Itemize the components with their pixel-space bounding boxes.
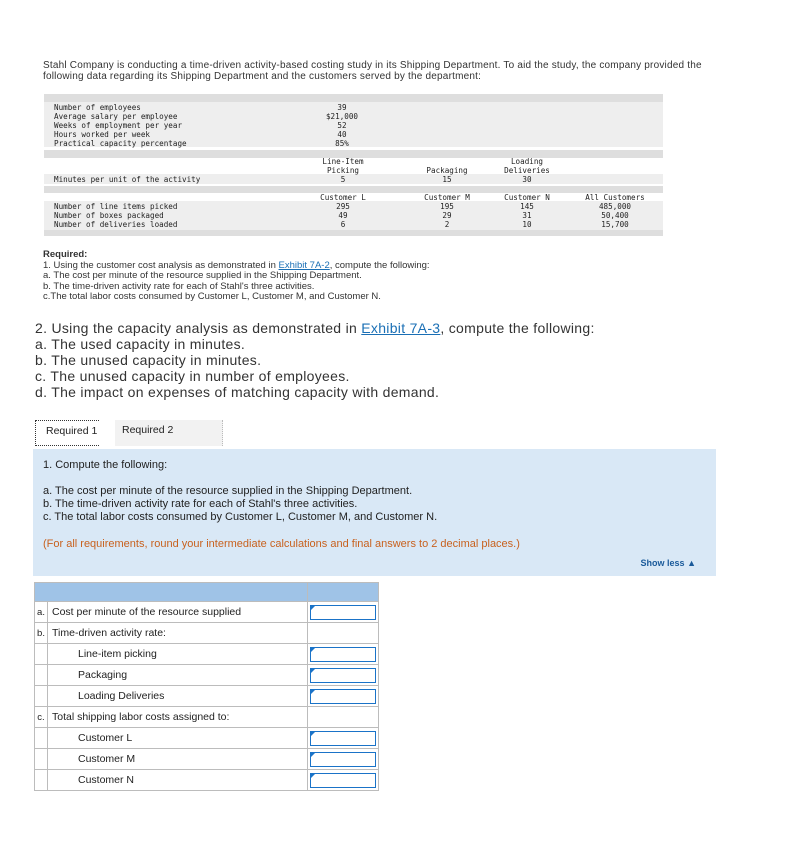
required-1-c: c.The total labor costs consumed by Customer L, Customer M, and Customer N. — [43, 291, 381, 302]
minutes-loading: 30 — [522, 175, 532, 184]
cell: 50,400 — [601, 211, 629, 220]
row-letter — [35, 749, 48, 770]
row-letter: c. — [35, 707, 48, 728]
table-row — [35, 602, 379, 623]
table-row — [35, 665, 379, 686]
required-1-b: b. The time-driven activity rate for each of Stahl's three activities. — [43, 280, 315, 292]
loading-deliveries-rate-input[interactable] — [310, 689, 376, 704]
required-2-intro-end: , compute the following: — [440, 320, 595, 336]
cell: 6 — [340, 220, 346, 229]
required-2-b: b. The unused capacity in minutes. — [35, 352, 262, 368]
row-label-capacity: Practical capacity percentage — [54, 139, 187, 148]
row-label: Customer M — [48, 749, 308, 770]
minutes-packaging: 15 — [442, 175, 452, 184]
rounding-note: (For all requirements, round your intermediate calculations and final answers to 2 decimal places.) — [43, 538, 520, 550]
panel-items — [43, 485, 437, 524]
required-2-a: a. The used capacity in minutes. — [35, 336, 246, 352]
cell: 485,000 — [598, 202, 631, 211]
cell: 29 — [442, 211, 452, 220]
cell: 195 — [440, 202, 454, 211]
required-2-c: c. The unused capacity in number of employees. — [35, 368, 350, 384]
panel-item-c: c. The total labor costs consumed by Customer L, Customer M, and Customer N. — [43, 511, 438, 523]
required-heading: Required: — [43, 249, 88, 260]
header-customer-n: Customer N — [504, 193, 550, 202]
cell: 10 — [522, 220, 532, 229]
value-salary: $21,000 — [325, 112, 358, 121]
cell: 31 — [522, 211, 532, 220]
row-label: Loading Deliveries — [48, 686, 308, 707]
cell: 2 — [444, 220, 450, 229]
row-letter — [35, 728, 48, 749]
line-item-picking-rate-input[interactable] — [310, 647, 376, 662]
header-line-item-picking: Line-Item Picking — [322, 157, 364, 175]
row-label: Total shipping labor costs assigned to: — [48, 707, 308, 728]
row-letter — [35, 665, 48, 686]
row-label-employees: Number of employees — [54, 103, 141, 112]
row-letter — [35, 770, 48, 791]
required-1-a: a. The cost per minute of the resource supplied in the Shipping Department. — [43, 270, 362, 281]
row-letter — [35, 686, 48, 707]
table-row — [35, 686, 379, 707]
packaging-rate-input[interactable] — [310, 668, 376, 683]
header-customer-m: Customer M — [424, 193, 470, 202]
exhibit-7a-2-link[interactable]: Exhibit 7A-2 — [278, 259, 330, 271]
value-weeks: 52 — [337, 121, 347, 130]
header-loading-deliveries: Loading Deliveries — [504, 157, 550, 175]
row-label-deliveries: Number of deliveries loaded — [54, 220, 178, 229]
header-customer-l: Customer L — [320, 193, 366, 202]
required-2-text — [35, 320, 595, 400]
exhibit-7a-3-link[interactable]: Exhibit 7A-3 — [361, 320, 441, 336]
minutes-label: Minutes per unit of the activity — [54, 175, 201, 184]
table-row — [35, 644, 379, 665]
triangle-up-icon: ▲ — [687, 558, 696, 568]
row-label: Cost per minute of the resource supplied — [48, 602, 308, 623]
customer-m-cost-input[interactable] — [310, 752, 376, 767]
cell: 145 — [520, 202, 534, 211]
row-label: Customer L — [48, 728, 308, 749]
cost-per-minute-input[interactable] — [310, 605, 376, 620]
value-hours: 40 — [337, 130, 347, 139]
row-letter: a. — [35, 602, 48, 623]
customer-n-cost-input[interactable] — [310, 773, 376, 788]
row-label: Time-driven activity rate: — [48, 623, 308, 644]
row-label-line-items: Number of line items picked — [54, 202, 178, 211]
panel-item-b: b. The time-driven activity rate for each of Stahl's three activities. — [43, 498, 358, 510]
required-1-intro: 1. Using the customer cost analysis as demonstrated in — [43, 259, 279, 271]
header-cell — [35, 583, 308, 602]
required-2-d: d. The impact on expenses of matching capacity with demand. — [35, 384, 440, 400]
row-letter: b. — [35, 623, 48, 644]
answer-table — [34, 582, 379, 791]
intro-text: Stahl Company is conducting a time-driven activity-based costing study in its Shipping Department. To aid the study, the company provided the following data regarding its Shipping Department and the customers served by the department: — [43, 60, 702, 82]
row-label-boxes: Number of boxes packaged — [54, 211, 164, 220]
customer-l-cost-input[interactable] — [310, 731, 376, 746]
show-less-label: Show less — [640, 558, 685, 568]
row-label-hours: Hours worked per week — [54, 130, 151, 139]
header-all-customers: All Customers — [585, 193, 645, 202]
row-label-weeks: Weeks of employment per year — [54, 121, 183, 130]
answer-table-header — [35, 583, 379, 602]
table-row — [35, 770, 379, 791]
instruction-panel — [33, 449, 716, 576]
header-cell — [308, 583, 379, 602]
required-2-intro: 2. Using the capacity analysis as demonstrated in — [35, 320, 362, 336]
row-letter — [35, 644, 48, 665]
row-label: Packaging — [48, 665, 308, 686]
table-row — [35, 707, 379, 728]
show-less-link[interactable] — [641, 558, 696, 568]
row-label: Customer N — [48, 770, 308, 791]
minutes-picking: 5 — [340, 175, 346, 184]
row-label-salary: Average salary per employee — [54, 112, 178, 121]
table-row — [35, 623, 379, 644]
value-capacity: 85% — [335, 139, 349, 148]
cell: 15,700 — [601, 220, 629, 229]
panel-title: 1. Compute the following: — [43, 459, 168, 471]
required-1-text — [43, 250, 430, 303]
header-packaging: Packaging — [426, 166, 468, 175]
row-label: Line-item picking — [48, 644, 308, 665]
tab-required-2[interactable]: Required 2 — [115, 420, 223, 446]
required-1-intro-end: , compute the following: — [329, 259, 430, 271]
cell: 295 — [336, 202, 350, 211]
value-employees: 39 — [337, 103, 347, 112]
table-row — [35, 749, 379, 770]
tab-required-1[interactable]: Required 1 — [35, 420, 99, 446]
table-row — [35, 728, 379, 749]
cell: 49 — [338, 211, 348, 220]
panel-item-a: a. The cost per minute of the resource supplied in the Shipping Department. — [43, 485, 413, 497]
